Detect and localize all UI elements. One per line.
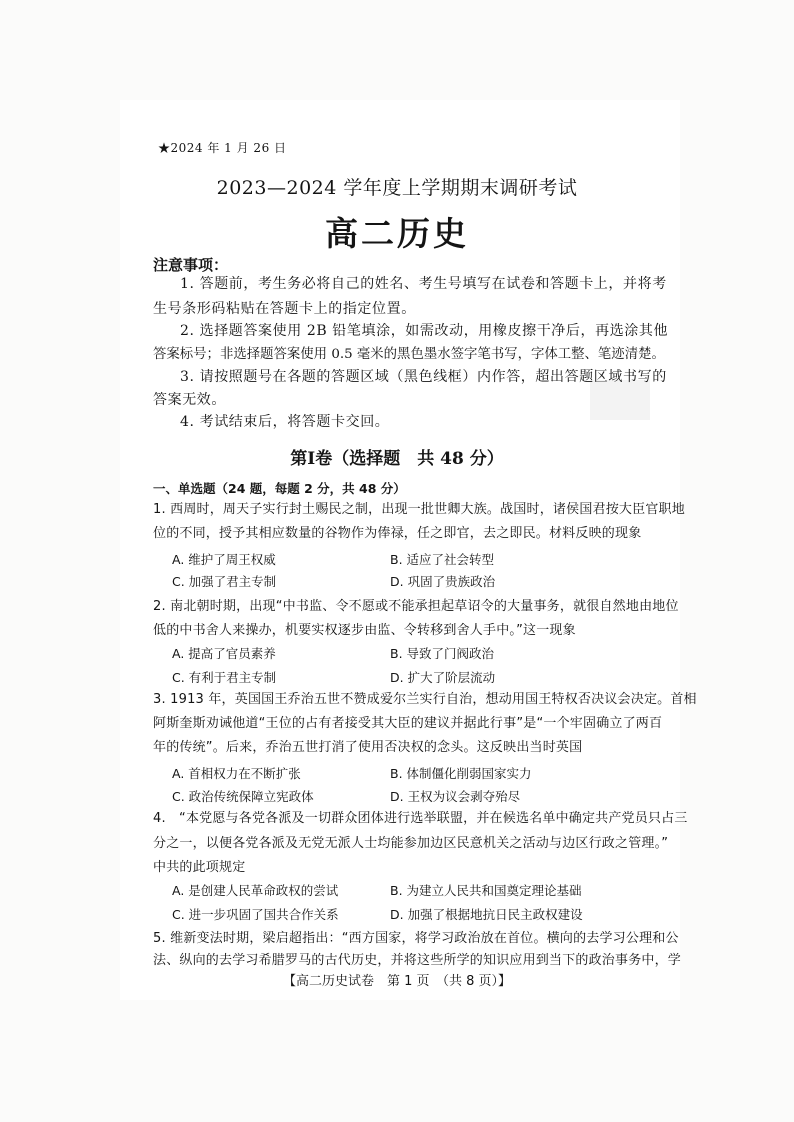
question-line: 3. 1913 年，英国国王乔治五世不赞成爱尔兰实行自治，想动用国王特权否决议会决定。首相	[153, 692, 697, 707]
option-a: A. 维护了周王权威	[172, 552, 276, 567]
option-a: A. 首相权力在不断扩张	[172, 766, 301, 781]
notice-heading: 注意事项：	[153, 256, 229, 274]
option-c: C. 政治传统保障立宪政体	[172, 789, 314, 804]
part-heading: 一、单选题（24 题，每题 2 分，共 48 分）	[153, 481, 406, 496]
option-b: B. 体制僵化削弱国家实力	[390, 766, 532, 781]
option-d: D. 扩大了阶层流动	[390, 670, 496, 685]
option-d: D. 加强了根据地抗日民主政权建设	[390, 907, 583, 922]
notice-line: 3. 请按照题号在各题的答题区域（黑色线框）内作答，超出答题区域书写的	[180, 369, 667, 385]
notice-line: 1. 答题前，考生务必将自己的姓名、考生号填写在试卷和答题卡上，并将考	[180, 276, 667, 292]
question-line: 低的中书舍人来操办，机要实权逐步由监、令转移到舍人手中。”这一现象	[153, 623, 576, 638]
option-d: D. 王权为议会剥夺殆尽	[390, 789, 521, 804]
option-b: B. 适应了社会转型	[390, 552, 495, 567]
option-b: B. 导致了门阀政治	[390, 646, 495, 661]
question-line: 位的不同，授予其相应数量的谷物作为俸禄，任之即官，去之即民。材料反映的现象	[153, 526, 642, 541]
option-c: C. 有利于君主专制	[172, 670, 277, 685]
page-footer: 【高二历史试卷 第 1 页 （共 8 页）】	[282, 974, 512, 989]
exam-title: 2023—2024 学年度上学期期末调研考试	[216, 177, 578, 199]
subject-title: 高二历史	[325, 214, 469, 253]
question-line: 2. 南北朝时期，出现“中书监、令不愿或不能承担起草诏令的大量事务，就很自然地由地位	[153, 599, 679, 614]
option-c: C. 加强了君主专制	[172, 574, 277, 589]
option-b: B. 为建立人民共和国奠定理论基础	[390, 883, 582, 898]
notice-line: 生号条形码粘贴在答题卡上的指定位置。	[153, 301, 416, 317]
option-a: A. 提高了官员素养	[172, 646, 276, 661]
question-line: 中共的此项规定	[153, 860, 246, 875]
notice-line: 2. 选择题答案使用 2B 铅笔填涂，如需改动，用橡皮擦干净后，再选涂其他	[180, 323, 669, 339]
question-line: 年的传统”。后来，乔治五世打消了使用否决权的念头。这反映出当时英国	[153, 740, 583, 755]
section-title: 第Ⅰ卷（选择题 共 48 分）	[290, 449, 504, 469]
exam-date: ★2024 年 1 月 26 日	[158, 141, 287, 155]
option-d: D. 巩固了贵族政治	[390, 574, 496, 589]
question-line: 法、纵向的去学习希腊罗马的古代历史，并将这些所学的知识应用到当下的政治事务中，学	[153, 953, 682, 968]
option-c: C. 进一步巩固了国共合作关系	[172, 907, 339, 922]
question-line: 阿斯奎斯劝诫他道“王位的占有者接受其大臣的建议并据此行事”是“一个牢固确立了两百	[153, 716, 663, 731]
question-line: 5. 维新变法时期，梁启超指出：“西方国家，将学习政治放在首位。横向的去学习公理和公	[153, 931, 679, 946]
notice-line: 答案无效。	[153, 392, 226, 408]
option-a: A. 是创建人民革命政权的尝试	[172, 883, 339, 898]
question-line: 1. 西周时，周天子实行封土赐民之制，出现一批世卿大族。战国时，诸侯国君按大臣官职地	[153, 502, 685, 517]
question-line: 4. “本党愿与各党各派及一切群众团体进行选举联盟，并在候选名单中确定共产党员只占三	[153, 811, 688, 826]
notice-line: 4. 考试结束后，将答题卡交回。	[180, 414, 390, 430]
notice-line: 答案标号；非选择题答案使用 0.5 毫米的黑色墨水签字笔书写，字体工整、笔迹清楚。	[153, 347, 665, 362]
question-line: 分之一，以便各党各派及无党无派人士均能参加边区民意机关之活动与边区行政之管理。”	[153, 836, 669, 851]
